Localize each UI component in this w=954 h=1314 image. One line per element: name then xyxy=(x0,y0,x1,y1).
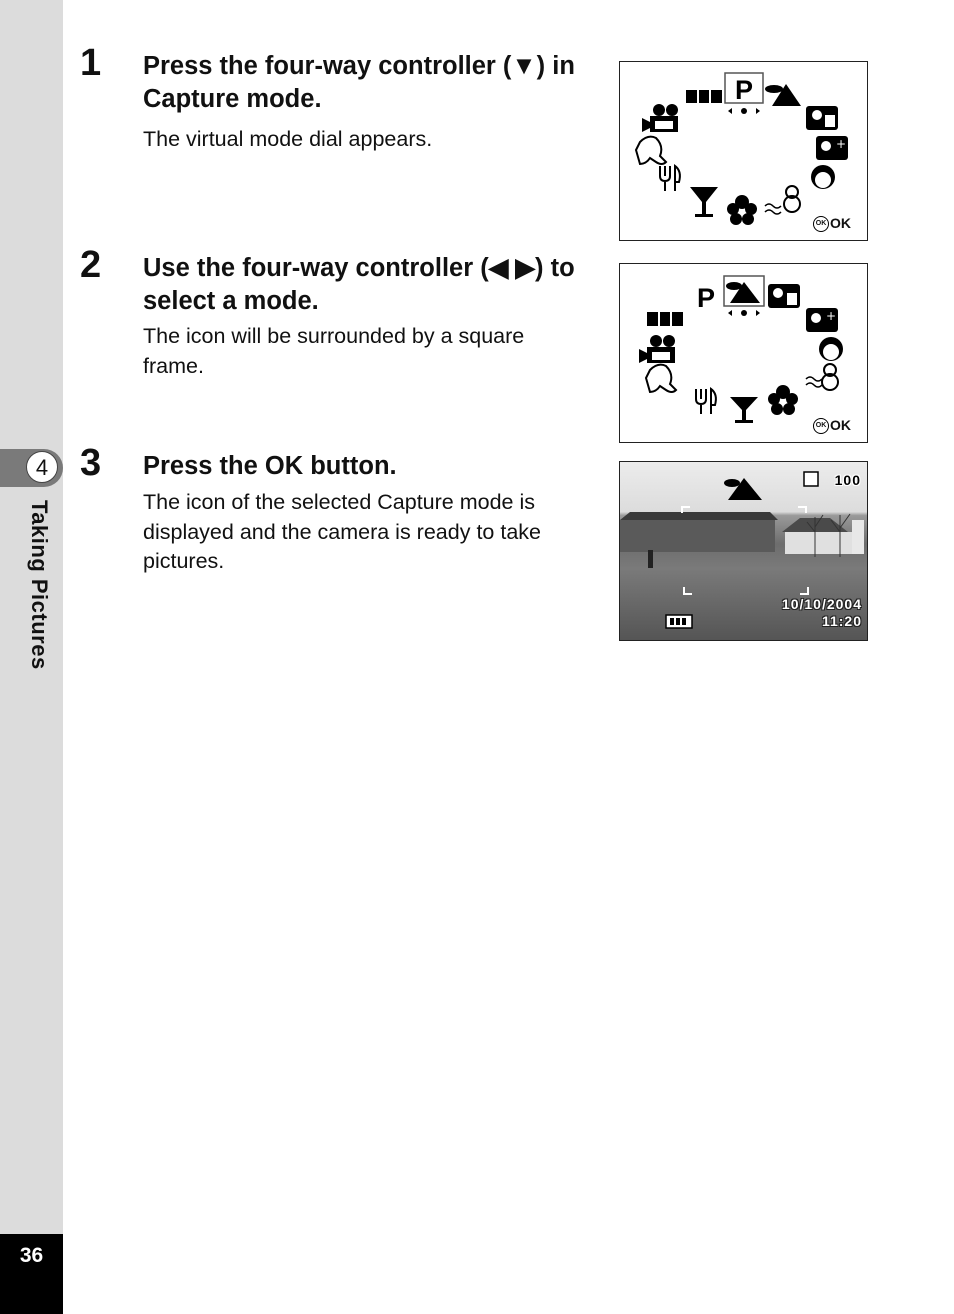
surf-sunset-mode-icon xyxy=(730,397,758,423)
svg-text:+: + xyxy=(826,309,837,323)
food-mode-icon xyxy=(696,389,716,414)
portrait-mode-icon xyxy=(811,165,835,189)
flower-mode-icon xyxy=(727,195,757,225)
dial-arrows-icon xyxy=(728,310,760,316)
ok-button-icon: OK xyxy=(813,216,829,232)
step-3-number: 3 xyxy=(80,442,102,484)
program-mode-icon: P xyxy=(696,283,716,313)
landscape-mode-icon xyxy=(724,478,762,500)
date-display: 10/10/2004 xyxy=(781,596,862,612)
mode-dial-screen-2 xyxy=(619,263,868,443)
step-3-body: The icon of the selected Capture mode is displayed and the camera is ready to take pictures. xyxy=(143,490,541,573)
ok-button-icon: OK xyxy=(813,418,829,434)
landscape-mode-icon xyxy=(765,84,801,106)
movie-mode-icon xyxy=(639,335,675,363)
ok-label: OK OK xyxy=(813,215,851,232)
step-1-body: The virtual mode dial appears. xyxy=(143,127,433,151)
person-icon xyxy=(648,550,653,568)
mode-dial-icons-2 xyxy=(620,264,866,441)
step-3-title: Press the OK button. xyxy=(143,452,397,480)
battery-icon xyxy=(666,615,692,628)
snow-mode-icon xyxy=(765,186,800,214)
night-portrait-mode-icon xyxy=(806,308,838,332)
step-2-number: 2 xyxy=(80,244,102,286)
pet-mode-icon xyxy=(646,365,676,392)
svg-text:+: + xyxy=(836,137,847,151)
memory-card-icon xyxy=(804,472,818,486)
movie-mode-icon xyxy=(642,104,678,132)
page-number: 36 xyxy=(19,1244,44,1267)
ok-label: OK OK xyxy=(813,417,851,434)
dial-arrows-icon xyxy=(728,108,760,114)
time-display: 11:20 xyxy=(821,613,862,629)
pet-mode-icon xyxy=(636,137,666,164)
step-2-body: The icon will be surrounded by a square frame. xyxy=(143,324,525,378)
step-1-number: 1 xyxy=(80,42,102,84)
mode-dial-screen-1 xyxy=(619,61,868,241)
snow-mode-icon xyxy=(806,364,838,390)
portrait-mode-icon xyxy=(819,337,843,361)
mode-dial-icons xyxy=(620,62,866,239)
program-mode-icon: P xyxy=(734,75,754,105)
farm-building-icon xyxy=(620,520,775,552)
step-1-title: Press the four-way controller (▼) in Capture mode. xyxy=(143,52,575,113)
chapter-title: Taking Pictures xyxy=(27,500,52,670)
night-portrait-mode-icon xyxy=(816,136,848,160)
food-mode-icon xyxy=(660,166,680,191)
panorama-mode-icon xyxy=(647,312,683,326)
house-icon xyxy=(785,532,863,554)
night-scene-mode-icon xyxy=(768,284,800,308)
capture-screen xyxy=(619,461,868,641)
flower-mode-icon xyxy=(768,385,798,415)
remaining-shots: 100 xyxy=(834,472,861,488)
panorama-mode-icon xyxy=(686,90,722,103)
step-2-title: Use the four-way controller (◀ ▶) to select a mode. xyxy=(143,254,575,315)
chapter-number: 4 xyxy=(26,451,58,483)
night-scene-mode-icon xyxy=(806,106,838,130)
surf-sunset-mode-icon xyxy=(690,187,718,217)
